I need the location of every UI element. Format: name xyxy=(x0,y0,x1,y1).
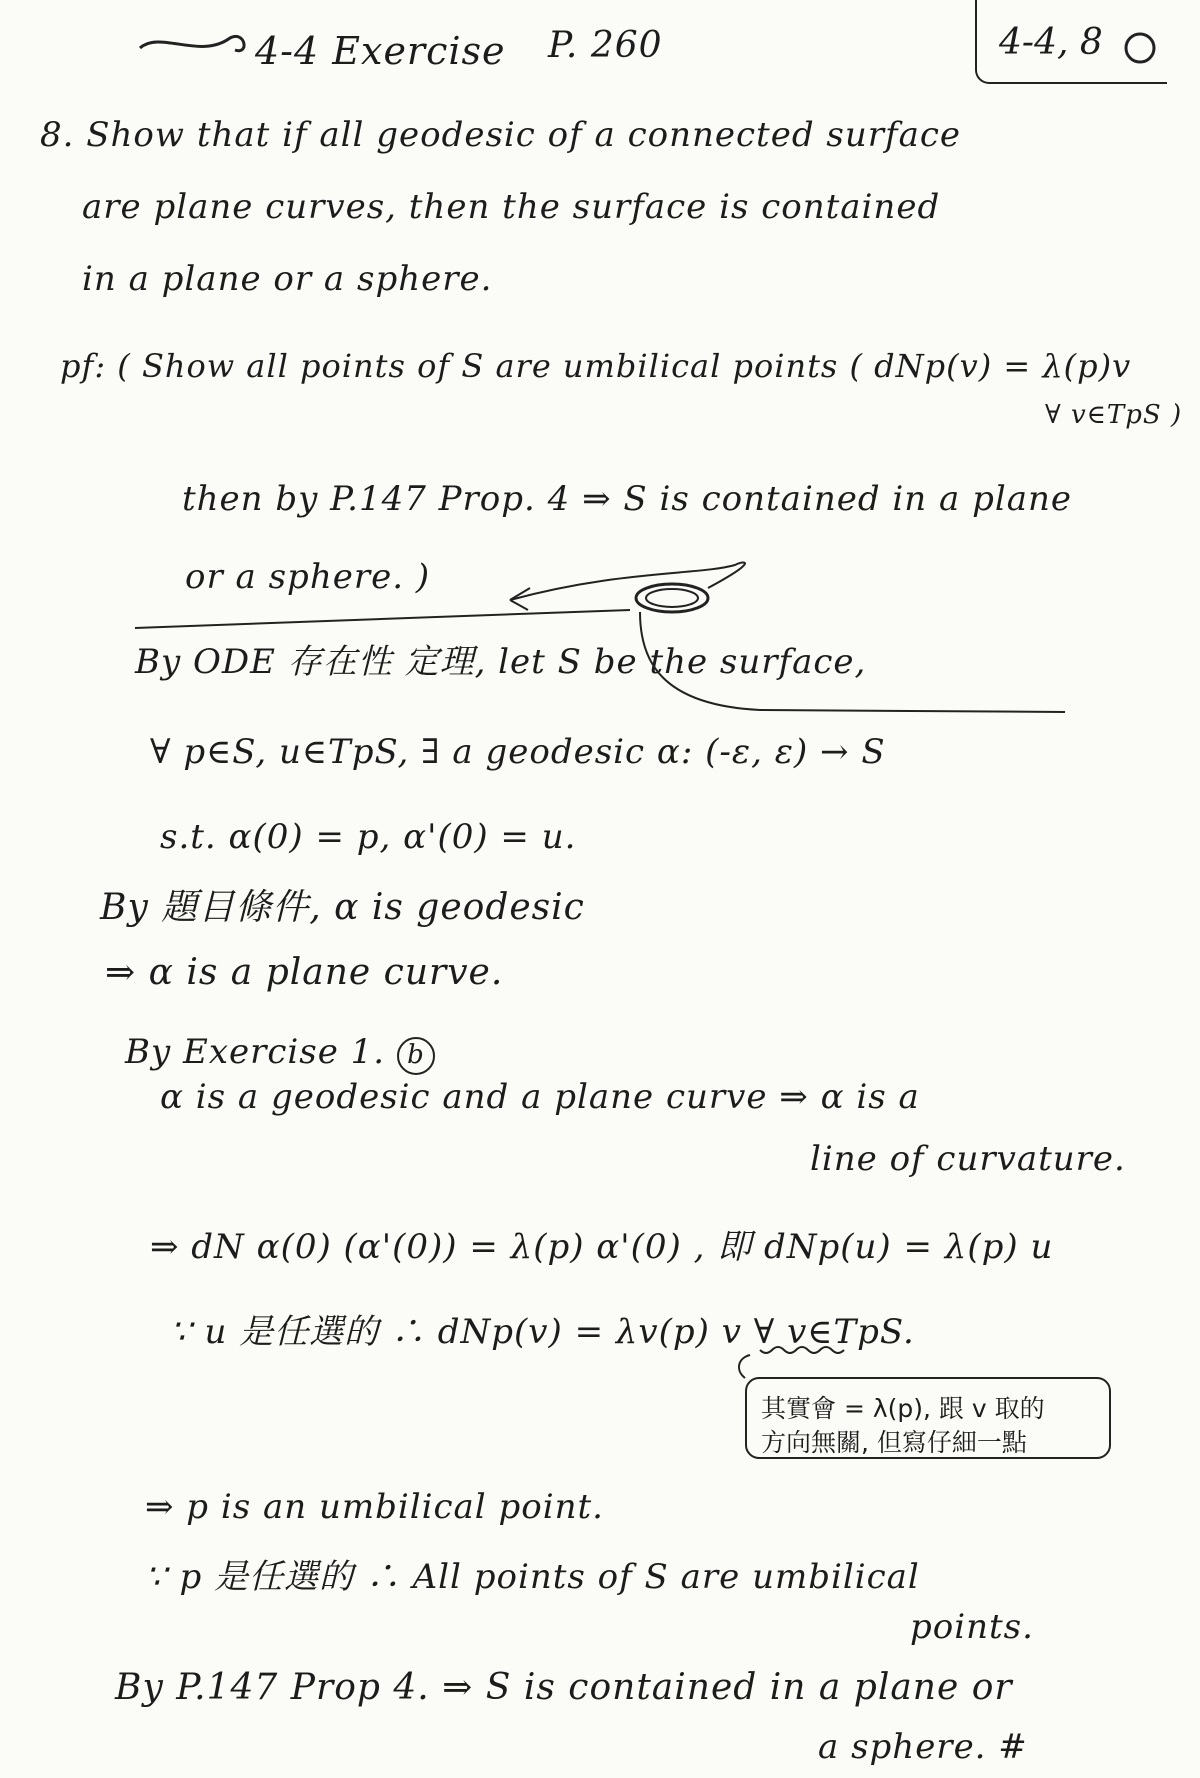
arrow-curve xyxy=(510,562,745,600)
proof-intro-line-3: or a sphere. ) xyxy=(185,557,431,597)
divider-line xyxy=(135,610,630,628)
proof-line-5: ⇒ α is a plane curve. xyxy=(105,952,504,993)
side-note-line-1: 其實會 = λ(p), 跟 v 取的 xyxy=(761,1394,1045,1423)
proof-line-3: s.t. α(0) = p, α'(0) = u. xyxy=(160,817,577,857)
problem-line-2: are plane curves, then the surface is contained xyxy=(82,187,941,227)
part-b-circle: b xyxy=(397,1037,435,1075)
problem-tag: 4-4, 8 xyxy=(999,22,1103,63)
proof-line-13: points. xyxy=(910,1607,1034,1647)
proof-intro-line-2: then by P.147 Prop. 4 ⇒ S is contained in a plane xyxy=(182,479,1073,519)
side-note-line-2: 方向無關, 但寫仔細一點 xyxy=(761,1428,1027,1457)
arrow-head xyxy=(510,588,530,610)
proof-line-7: α is a geodesic and a plane curve ⇒ α is a xyxy=(160,1077,920,1117)
header-scribble xyxy=(140,36,244,50)
proof-line-10: ∵ u 是任選的 ∴ dNp(v) = λv(p) v ∀ v∈TpS. xyxy=(170,1312,915,1352)
problem-line-3: in a plane or a sphere. xyxy=(82,259,493,299)
proof-line-4: By 題目條件, α is geodesic xyxy=(100,887,585,928)
proof-line-11: ⇒ p is an umbilical point. xyxy=(145,1487,604,1527)
wavy-underline xyxy=(760,1347,844,1353)
proof-line-1: By ODE 存在性 定理, let S be the surface, xyxy=(135,642,867,682)
proof-intro-line-1: pf: ( Show all points of S are umbilical points ( dNp(v) = λ(p)v xyxy=(60,347,1132,385)
proof-line-15: a sphere. # xyxy=(818,1727,1028,1767)
tag-scribble xyxy=(1126,34,1154,62)
arrow-loop-line xyxy=(640,612,1065,712)
proof-line-14: By P.147 Prop 4. ⇒ S is contained in a plane or xyxy=(115,1667,1013,1708)
proof-intro-line-1b: ∀ v∈TpS ) xyxy=(1045,400,1183,430)
proof-line-12: ∵ p 是任選的 ∴ All points of S are umbilical xyxy=(145,1557,920,1597)
proof-line-2: ∀ p∈S, u∈TpS, ∃ a geodesic α: (-ε, ε) → S xyxy=(150,732,886,772)
page-reference: P. 260 xyxy=(548,25,663,66)
note-pointer xyxy=(739,1355,750,1378)
exercise-title: 4-4 Exercise xyxy=(255,29,506,73)
proof-line-6-text: By Exercise 1. xyxy=(125,1032,386,1072)
problem-line-1: 8. Show that if all geodesic of a connected surface xyxy=(40,115,962,155)
proof-line-9: ⇒ dN α(0) (α'(0)) = λ(p) α'(0) , 即 dNp(u) = λ(p) u xyxy=(150,1227,1054,1267)
proof-line-8: line of curvature. xyxy=(810,1139,1126,1179)
